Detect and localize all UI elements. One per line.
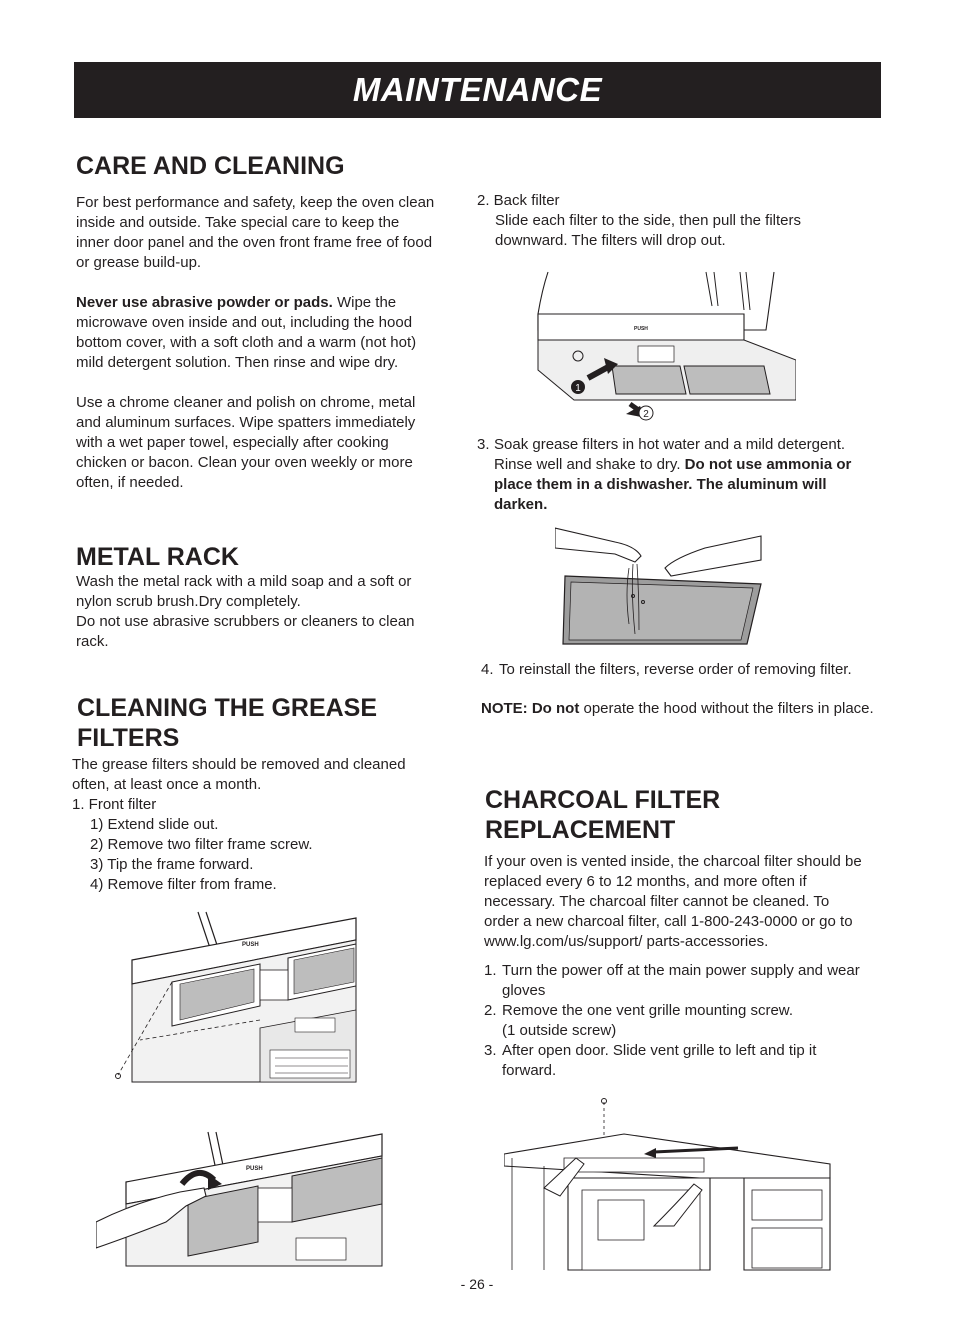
- soak-step-num: 3.: [477, 436, 490, 453]
- charcoal-heading-line1: CHARCOAL FILTER: [485, 786, 721, 814]
- callout-1: 1: [575, 383, 581, 394]
- callout-2: 2: [643, 409, 649, 420]
- care-para-2-rest: Wipe the microwave oven inside and out, including the hood bottom cover, with a soft cloth and a warm (not hot) mild detergent solution. Then rinse and wipe dry.: [76, 294, 417, 371]
- care-para-3: Use a chrome cleaner and polish on chrome, metal and aluminum surfaces. Wipe spatters immediately with a wet paper towel, especially after cooking chicken or bacon. Clean your oven weekly or more often, if needed.: [76, 394, 416, 491]
- rack-para-1: Wash the metal rack with a mild soap and a soft or nylon scrub brush.Dry completely.: [76, 573, 412, 610]
- reinstall-step-num: 4.: [481, 661, 494, 678]
- soak-step-bold: Do not use ammonia or place them in a dishwasher. The aluminum will darken.: [494, 456, 852, 513]
- back-filter-illustration: [534, 270, 796, 426]
- charcoal-step-2: [484, 1001, 868, 1021]
- charcoal-step-1-text: Turn the power off at the main power supply and wear gloves: [502, 962, 860, 999]
- care-para-1: For best performance and safety, keep the oven clean inside and outside. Take special care to keep the inner door panel and the oven front frame free of food or grease build-up.: [76, 194, 435, 271]
- filter-note-bold: NOTE: Do not: [481, 700, 580, 717]
- back-filter-title: 2. Back filter: [477, 192, 560, 209]
- charcoal-step-3-num: 3.: [484, 1042, 497, 1059]
- front-filter-screw-illustration: [110, 910, 358, 1085]
- care-para-2: [76, 293, 436, 373]
- charcoal-step-3-text: After open door. Slide vent grille to left and tip it forward.: [502, 1042, 817, 1079]
- care-heading: CARE AND CLEANING: [76, 152, 345, 180]
- rack-section: [76, 542, 436, 652]
- charcoal-step-2-text: Remove the one vent grille mounting screw.: [502, 1002, 793, 1019]
- page-number: - 26 -: [460, 1276, 494, 1292]
- filter-note-rest: operate the hood without the filters in place.: [579, 700, 874, 717]
- back-filter-step: [477, 191, 877, 251]
- grease-sub-4: 4) Remove filter from frame.: [90, 876, 277, 893]
- svg-text:PUSH: PUSH: [634, 326, 648, 332]
- soak-step-text: [477, 435, 877, 515]
- soak-step: [477, 435, 877, 515]
- page-banner: [74, 62, 881, 118]
- grease-heading-block: [77, 693, 437, 753]
- soak-step-normal: Soak grease filters in hot water and a mild detergent. Rinse well and shake to dry.: [494, 436, 846, 473]
- reinstall-step: [481, 660, 881, 719]
- charcoal-step-3: [484, 1041, 868, 1081]
- charcoal-heading-block: [485, 785, 885, 845]
- charcoal-step-2b: (1 outside screw): [502, 1022, 617, 1039]
- grease-sub-2: 2) Remove two filter frame screw.: [90, 836, 313, 853]
- care-section: [76, 151, 436, 493]
- charcoal-step-1-num: 1.: [484, 962, 497, 979]
- tip-frame-illustration: [96, 1130, 386, 1268]
- filter-note: [481, 699, 881, 719]
- soak-illustration: [555, 524, 767, 646]
- vent-grille-illustration: [504, 1096, 834, 1272]
- grease-sub-3: 3) Tip the frame forward.: [90, 856, 254, 873]
- grease-sub-1: 1) Extend slide out.: [90, 816, 219, 833]
- rack-para-2: Do not use abrasive scrubbers or cleaners to clean rack.: [76, 613, 415, 650]
- charcoal-step-1: [484, 961, 868, 1001]
- charcoal-body: [484, 852, 868, 1081]
- reinstall-step-text: [481, 660, 881, 680]
- svg-text:PUSH: PUSH: [246, 1166, 263, 1172]
- charcoal-heading-line2: REPLACEMENT: [485, 816, 676, 844]
- grease-heading-line1: CLEANING THE GREASE: [77, 694, 378, 722]
- grease-intro: The grease filters should be removed and cleaned often, at least once a month.: [72, 756, 406, 793]
- charcoal-step-2-num: 2.: [484, 1002, 497, 1019]
- grease-body: [72, 755, 432, 895]
- rack-heading: METAL RACK: [76, 543, 239, 571]
- charcoal-intro: If your oven is vented inside, the charcoal filter should be replaced every 6 to 12 months, and more often if necessary. The charcoal filter cannot be cleaned. To order a new charcoal filter, call 1-800-243-0000 or go to www.lg.com/us/support/ parts-accessories.: [484, 853, 862, 950]
- care-para-2-bold: Never use abrasive powder or pads.: [76, 294, 333, 311]
- page-title: MAINTENANCE: [352, 71, 603, 108]
- reinstall-step-body: To reinstall the filters, reverse order of removing filter.: [499, 661, 852, 678]
- back-filter-body: Slide each filter to the side, then pull the filters downward. The filters will drop out.: [495, 212, 802, 249]
- push-label: PUSH: [242, 942, 259, 948]
- grease-step-1: 1. Front filter: [72, 796, 157, 813]
- grease-heading-line2: FILTERS: [77, 724, 180, 752]
